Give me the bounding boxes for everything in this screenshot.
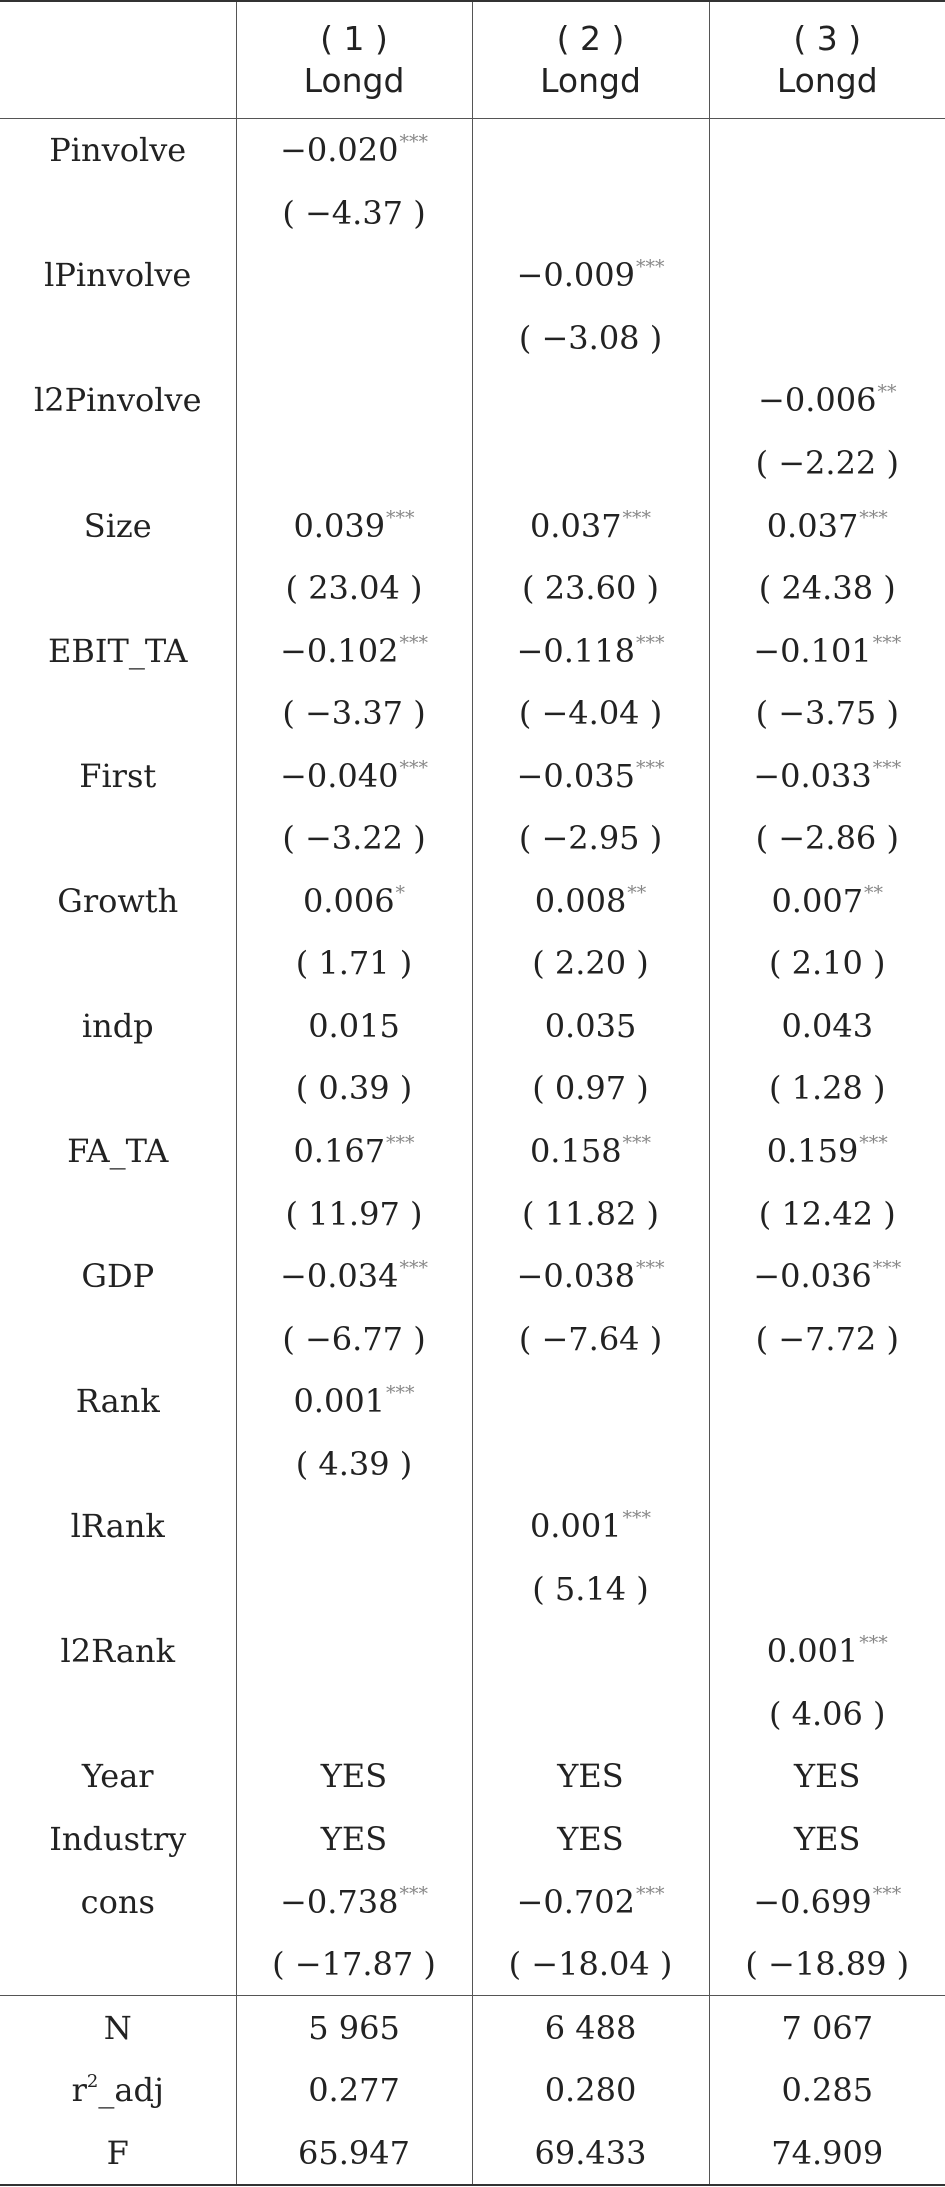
coef-row (0, 1620, 945, 1683)
significance-stars: *** (872, 1882, 902, 1905)
cell-value: 0.001 (529, 1507, 622, 1546)
cell-value: 0.037 (529, 506, 622, 545)
cell-value: 0.015 (308, 1006, 400, 1045)
dependent-variable: Longd (303, 61, 405, 100)
cell-c2 (472, 995, 709, 1058)
cell-value: ( 23.60 ) (522, 569, 659, 608)
coef-row (0, 1745, 945, 1808)
cell-value: ( 24.38 ) (758, 569, 896, 608)
cell-value: ( 5.14 ) (532, 1569, 649, 1608)
label-base: r (71, 2071, 87, 2110)
coef-row (0, 1870, 945, 1933)
cell-value: ( −18.89 ) (745, 1945, 910, 1984)
cell-c3 (709, 1683, 945, 1746)
cell-value: ( −3.75 ) (755, 694, 899, 733)
row-label: Year (81, 1757, 154, 1796)
coef-row (0, 995, 945, 1058)
cell-c3 (709, 119, 945, 182)
cell-c1 (236, 369, 472, 432)
stat-value: 7 067 (709, 1996, 945, 2059)
significance-stars: *** (386, 506, 415, 529)
cell-c3 (709, 619, 945, 682)
row-label (0, 307, 236, 370)
row-label: FA_TA (67, 1132, 169, 1171)
cell-value: ( 11.97 ) (285, 1194, 423, 1233)
cell-c2 (472, 1307, 709, 1370)
cell-c1 (236, 932, 472, 995)
cell-value: ( 4.39 ) (295, 1444, 413, 1483)
cell-value: 0.008 (534, 881, 627, 920)
cell-c3 (709, 1432, 945, 1495)
cell-c1 (236, 119, 472, 182)
cell-c2 (472, 932, 709, 995)
cell-c2 (472, 1495, 709, 1558)
cell-c1 (236, 1307, 472, 1370)
cell-c2 (472, 1808, 709, 1871)
cell-c3 (709, 557, 945, 620)
significance-stars: *** (386, 1132, 415, 1155)
row-label: EBIT_TA (47, 631, 188, 670)
cell-c3 (709, 682, 945, 745)
stat-value: 0.280 (472, 2059, 709, 2122)
cell-c2 (472, 1245, 709, 1308)
cell-c2 (472, 494, 709, 557)
cell-value: ( −2.95 ) (518, 819, 663, 858)
cell-value: ( −6.77 ) (282, 1319, 426, 1358)
cell-value: ( −3.37 ) (282, 694, 426, 733)
cell-value: ( 0.97 ) (532, 1069, 649, 1108)
row-label: Pinvolve (49, 131, 187, 170)
cell-c2 (472, 1870, 709, 1933)
significance-stars: *** (386, 1382, 415, 1405)
cell-c1 (236, 1808, 472, 1871)
significance-stars: *** (635, 756, 665, 779)
cell-c3 (709, 932, 945, 995)
row-label: GDP (81, 1257, 155, 1296)
row-label: l2Rank (60, 1632, 175, 1671)
tstat-row (0, 1558, 945, 1621)
cell-value: 0.001 (766, 1632, 859, 1671)
cell-value: ( −7.64 ) (518, 1319, 663, 1358)
significance-stars: *** (635, 631, 665, 654)
cell-c3 (709, 369, 945, 432)
cell-value: ( 0.39 ) (295, 1069, 413, 1108)
cell-c3 (709, 244, 945, 307)
row-label: F (0, 2122, 236, 2186)
cell-c1 (236, 744, 472, 807)
cell-c3 (709, 1558, 945, 1621)
cell-value: −0.102 (280, 631, 399, 670)
stat-row-f (0, 2122, 945, 2186)
row-label: Size (83, 506, 152, 545)
cell-value: ( −3.08 ) (518, 318, 663, 357)
row-label (0, 1933, 236, 1996)
significance-stars: *** (622, 506, 652, 529)
cell-c2 (472, 1933, 709, 1996)
cell-c3 (709, 1182, 945, 1245)
stat-value: 65.947 (236, 2122, 472, 2186)
row-label (0, 932, 236, 995)
coef-row (0, 244, 945, 307)
cell-value: YES (320, 1757, 388, 1796)
cell-value: 0.001 (293, 1382, 386, 1421)
cell-c1 (236, 807, 472, 870)
cell-c2 (472, 1182, 709, 1245)
cell-c2 (472, 1432, 709, 1495)
cell-value: ( −4.04 ) (518, 694, 663, 733)
cell-value: ( −2.22 ) (755, 444, 899, 482)
cell-c3 (709, 995, 945, 1058)
label-superscript: 2 (86, 2071, 99, 2093)
cell-c3 (709, 1620, 945, 1683)
cell-value: 0.159 (766, 1132, 859, 1171)
cell-value: YES (557, 1757, 624, 1796)
cell-c1 (236, 619, 472, 682)
cell-c3 (709, 1370, 945, 1433)
cell-c1 (236, 1620, 472, 1683)
row-label (0, 1432, 236, 1495)
cell-value: −0.699 (753, 1882, 872, 1921)
coefficient-rows (0, 119, 945, 1996)
cell-value: ( 1.28 ) (768, 1069, 886, 1108)
tstat-row (0, 1307, 945, 1370)
col-number: ( 2 ) (556, 19, 625, 58)
stat-value: 74.909 (709, 2122, 945, 2186)
significance-stars: *** (635, 1882, 665, 1905)
stat-value: 69.433 (472, 2122, 709, 2186)
header-col-3 (709, 1, 945, 119)
cell-c3 (709, 1495, 945, 1558)
cell-value: ( −4.37 ) (282, 193, 426, 232)
cell-value: YES (794, 1820, 861, 1859)
significance-stars: *** (859, 1632, 888, 1655)
tstat-row (0, 932, 945, 995)
stat-value: 6 488 (472, 1996, 709, 2059)
cell-c3 (709, 1933, 945, 1996)
row-label: Growth (57, 881, 179, 920)
cell-value: −0.101 (753, 631, 872, 670)
tstat-row (0, 1432, 945, 1495)
significance-stars: *** (622, 1507, 652, 1530)
row-label (0, 807, 236, 870)
row-label: Industry (49, 1820, 187, 1859)
cell-c1 (236, 307, 472, 370)
significance-stars: *** (859, 1132, 888, 1155)
cell-c1 (236, 1745, 472, 1808)
cell-value: 0.043 (781, 1006, 874, 1045)
cell-c3 (709, 1870, 945, 1933)
cell-c2 (472, 369, 709, 432)
cell-c1 (236, 1495, 472, 1558)
cell-c3 (709, 870, 945, 933)
cell-c1 (236, 432, 472, 495)
cell-c1 (236, 557, 472, 620)
cell-value: ( 23.04 ) (285, 569, 423, 608)
cell-value: −0.036 (753, 1257, 872, 1296)
row-label (0, 2059, 236, 2122)
row-label (0, 1057, 236, 1120)
row-label (0, 1558, 236, 1621)
cell-value: ( 1.71 ) (295, 944, 413, 983)
coef-row (0, 870, 945, 933)
significance-stars: *** (622, 1132, 652, 1155)
cell-c2 (472, 307, 709, 370)
tstat-row (0, 682, 945, 745)
significance-stars: *** (399, 1882, 428, 1905)
cell-c1 (236, 995, 472, 1058)
cell-value: ( −7.72 ) (755, 1319, 899, 1358)
cell-c3 (709, 432, 945, 495)
tstat-row (0, 557, 945, 620)
cell-c2 (472, 619, 709, 682)
cell-value: ( 2.10 ) (768, 944, 886, 983)
tstat-row (0, 307, 945, 370)
cell-c2 (472, 682, 709, 745)
tstat-row (0, 1933, 945, 1996)
significance-stars: *** (635, 1257, 665, 1280)
cell-value: ( −17.87 ) (272, 1945, 436, 1984)
cell-c3 (709, 1245, 945, 1308)
cell-c1 (236, 1933, 472, 1996)
row-label (0, 182, 236, 245)
cell-value: −0.009 (516, 256, 635, 295)
cell-value: −0.034 (280, 1257, 399, 1296)
row-label (0, 1683, 236, 1746)
stat-value: 5 965 (236, 1996, 472, 2059)
coef-row (0, 1370, 945, 1433)
cell-value: −0.006 (758, 381, 877, 420)
cell-c2 (472, 870, 709, 933)
stat-value: 0.277 (236, 2059, 472, 2122)
cell-value: YES (557, 1820, 624, 1859)
cell-c1 (236, 1370, 472, 1433)
cell-c2 (472, 1370, 709, 1433)
tstat-row (0, 807, 945, 870)
row-label: First (79, 756, 157, 795)
row-label (0, 432, 236, 495)
significance-stars: *** (399, 1257, 428, 1280)
row-label: indp (81, 1006, 154, 1045)
cell-value: −0.040 (280, 756, 399, 795)
col-number: ( 3 ) (793, 19, 862, 58)
cell-value: 0.167 (293, 1132, 386, 1171)
cell-value: −0.033 (753, 756, 872, 795)
cell-value: −0.020 (280, 131, 399, 170)
cell-c2 (472, 1057, 709, 1120)
significance-stars: *** (872, 631, 902, 654)
cell-c2 (472, 1745, 709, 1808)
significance-stars: *** (399, 756, 428, 779)
cell-c1 (236, 1558, 472, 1621)
cell-value: −0.702 (516, 1882, 635, 1921)
cell-c1 (236, 494, 472, 557)
stat-value: 0.285 (709, 2059, 945, 2122)
cell-c3 (709, 494, 945, 557)
cell-value: ( 2.20 ) (532, 944, 649, 983)
cell-c2 (472, 1620, 709, 1683)
cell-c2 (472, 807, 709, 870)
cell-value: −0.035 (516, 756, 635, 795)
cell-value: 0.039 (293, 506, 386, 545)
significance-stars: ** (627, 881, 647, 904)
significance-stars: *** (872, 1257, 902, 1280)
row-label: lRank (70, 1507, 165, 1546)
dependent-variable: Longd (776, 61, 878, 100)
cell-c1 (236, 182, 472, 245)
coef-row (0, 1495, 945, 1558)
tstat-row (0, 1057, 945, 1120)
cell-c1 (236, 870, 472, 933)
tstat-row (0, 1683, 945, 1746)
significance-stars: * (395, 881, 406, 904)
stat-row-r2-adj (0, 2059, 945, 2122)
significance-stars: *** (872, 756, 902, 779)
cell-value: ( −3.22 ) (282, 819, 426, 858)
row-label (0, 682, 236, 745)
cell-value: 0.006 (302, 881, 395, 920)
coef-row (0, 744, 945, 807)
cell-value: 0.035 (544, 1006, 637, 1045)
cell-c1 (236, 1182, 472, 1245)
row-label: N (0, 1996, 236, 2059)
coef-row (0, 119, 945, 182)
row-label (0, 1307, 236, 1370)
cell-c2 (472, 432, 709, 495)
header-row (0, 1, 945, 119)
cell-c3 (709, 744, 945, 807)
cell-c2 (472, 557, 709, 620)
coef-row (0, 369, 945, 432)
significance-stars: ** (877, 381, 897, 404)
cell-c1 (236, 1870, 472, 1933)
header-blank (0, 1, 236, 119)
cell-value: ( 4.06 ) (768, 1694, 886, 1733)
cell-c2 (472, 119, 709, 182)
cell-c3 (709, 1057, 945, 1120)
cell-value: YES (320, 1820, 388, 1859)
row-label (0, 1182, 236, 1245)
col-number: ( 1 ) (320, 19, 388, 58)
cell-value: ( −18.04 ) (508, 1945, 673, 1984)
cell-c2 (472, 744, 709, 807)
cell-c1 (236, 682, 472, 745)
cell-c1 (236, 1057, 472, 1120)
header-col-2 (472, 1, 709, 119)
cell-value: ( 12.42 ) (758, 1194, 896, 1233)
tstat-row (0, 1182, 945, 1245)
cell-c3 (709, 1808, 945, 1871)
cell-c2 (472, 244, 709, 307)
significance-stars: *** (399, 131, 428, 154)
tstat-row (0, 182, 945, 245)
dependent-variable: Longd (540, 61, 641, 100)
cell-c1 (236, 1245, 472, 1308)
row-label (0, 557, 236, 620)
cell-c1 (236, 1120, 472, 1183)
cell-c3 (709, 307, 945, 370)
cell-value: −0.738 (280, 1882, 399, 1921)
row-label: lPinvolve (44, 256, 192, 295)
cell-value: 0.037 (766, 506, 859, 545)
coef-row (0, 1120, 945, 1183)
cell-c2 (472, 1558, 709, 1621)
cell-value: ( 11.82 ) (522, 1194, 659, 1233)
cell-value: 0.007 (771, 881, 864, 920)
cell-c1 (236, 244, 472, 307)
cell-c3 (709, 1307, 945, 1370)
row-label: l2Pinvolve (33, 381, 202, 420)
cell-c1 (236, 1683, 472, 1746)
significance-stars: *** (399, 631, 428, 654)
cell-c2 (472, 182, 709, 245)
tstat-row (0, 432, 945, 495)
cell-c3 (709, 1745, 945, 1808)
cell-c1 (236, 1432, 472, 1495)
cell-value: 0.158 (529, 1132, 622, 1171)
header-col-1 (236, 1, 472, 119)
cell-value: YES (794, 1757, 861, 1796)
cell-c2 (472, 1683, 709, 1746)
coef-row (0, 1245, 945, 1308)
row-label: cons (80, 1882, 155, 1921)
cell-c3 (709, 182, 945, 245)
cell-c2 (472, 1120, 709, 1183)
coef-row (0, 494, 945, 557)
cell-c3 (709, 807, 945, 870)
row-label: Rank (75, 1382, 160, 1421)
significance-stars: *** (635, 256, 665, 279)
coef-row (0, 619, 945, 682)
cell-c3 (709, 1120, 945, 1183)
cell-value: −0.118 (516, 631, 635, 670)
summary-stats (0, 1996, 945, 2185)
stat-row-n (0, 1996, 945, 2059)
coef-row (0, 1808, 945, 1871)
cell-value: ( −2.86 ) (755, 819, 899, 858)
label-rest: _adj (98, 2071, 164, 2110)
cell-value: −0.038 (516, 1257, 635, 1296)
significance-stars: ** (864, 881, 884, 904)
significance-stars: *** (859, 506, 888, 529)
